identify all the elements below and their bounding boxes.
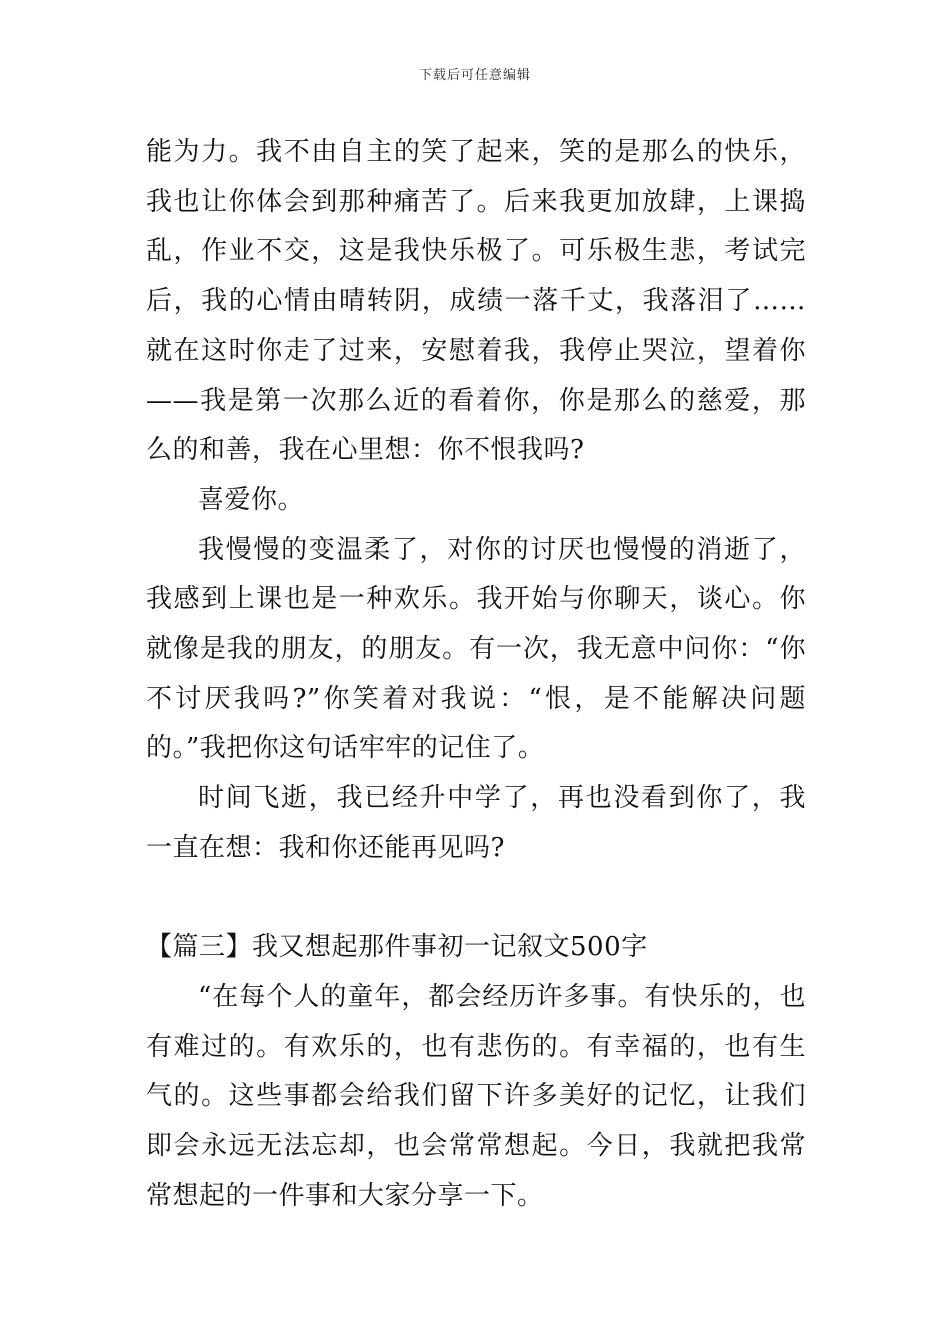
section-spacer bbox=[146, 874, 806, 924]
body-paragraph: 时间飞逝，我已经升中学了，再也没看到你了，我一直在想：我和你还能再见吗? bbox=[146, 783, 806, 863]
body-paragraph-continued: 能为力。我不由自主的笑了起来，笑的是那么的快乐，我也让你体会到那种痛苦了。后来我更加放肆，上课捣乱，作业不交，这是我快乐极了。可乐极生悲，考试完后，我的心情由晴转阴，成绩一落千丈，我落泪了……就在这时你走了过来，安慰着我，我停止哭泣，望着你——我是第一次那么近的看着你，你是那么的慈爱，那么的和善，我在心里想：你不恨我吗? bbox=[146, 137, 806, 466]
header-note: 下载后可任意编辑 bbox=[418, 68, 531, 83]
body-paragraph: 喜爱你。 bbox=[198, 484, 305, 515]
section-paragraph: “在每个人的童年，都会经历许多事。有快乐的，也有难过的。有欢乐的，也有悲伤的。有幸福的，也有生气的。这些事都会给我们留下许多美好的记忆，让我们即会永远无法忘却，也会常常想起。今日，我就把我常常想起的一件事和大家分享一下。 bbox=[146, 981, 806, 1211]
section-heading: 【篇三】我又想起那件事初一记叙文500字 bbox=[146, 932, 648, 963]
document-body bbox=[146, 128, 806, 1221]
body-paragraph: 我慢慢的变温柔了，对你的讨厌也慢慢的消逝了，我感到上课也是一种欢乐。我开始与你聊天，谈心。你就像是我的朋友，的朋友。有一次，我无意中问你：“你不讨厌我吗?”你笑着对我说：“恨，是不能解决问题的。”我把你这句话牢牢的记住了。 bbox=[146, 534, 806, 764]
